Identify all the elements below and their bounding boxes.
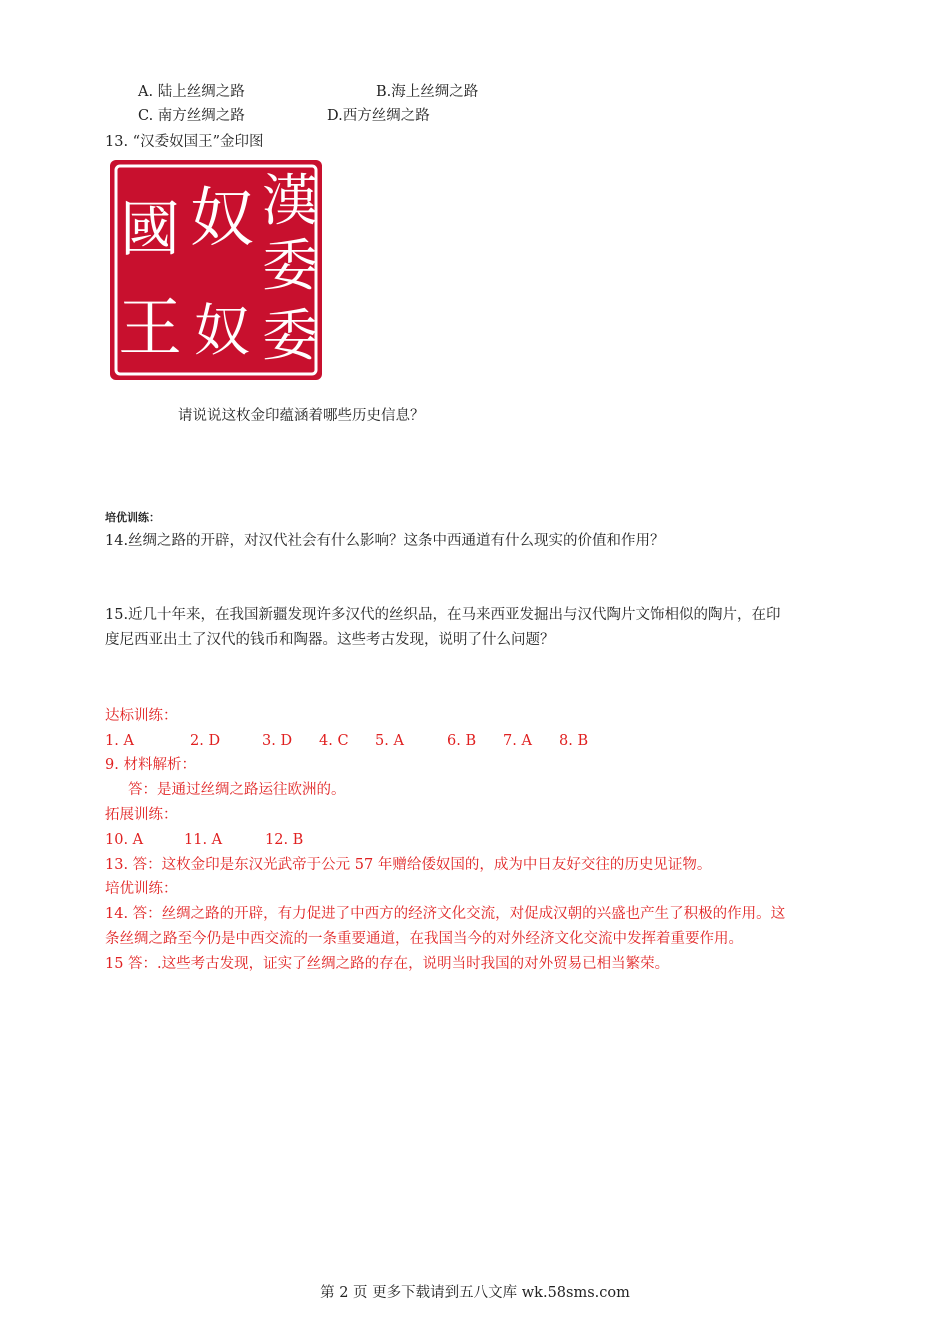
answer-10: 10. A (105, 832, 144, 848)
answer-1: 1. A (105, 733, 134, 749)
option-d: D.西方丝绸之路 (327, 108, 430, 124)
option-b: B.海上丝绸之路 (376, 84, 479, 100)
seal-char-2: 委 (262, 234, 318, 299)
answer-7: 7. A (503, 733, 532, 749)
answer-13: 13. 答：这枚金印是东汉光武帝于公元 57 年赠给倭奴国的，成为中日友好交往的历史见证物。 (105, 857, 712, 873)
tuozhan-heading: 拓展训练： (105, 807, 178, 823)
answer-11: 11. A (184, 832, 223, 848)
option-c: C. 南方丝绸之路 (138, 108, 245, 124)
gold-seal-image (110, 160, 322, 380)
answer-2: 2. D (190, 733, 221, 749)
seal-char-6: 奴 (194, 299, 250, 364)
answer-9-label: 9. 材料解析： (105, 757, 196, 773)
answer-peiyou-heading: 培优训练： (105, 881, 178, 897)
page-footer: 第 2 页 更多下载请到五八文库 wk.58sms.com (320, 1285, 630, 1301)
answer-14-line2: 条丝绸之路至今仍是中西交流的一条重要通道，在我国当今的对外经济文化交流中发挥着重要作用。 (105, 931, 743, 947)
seal-char-1: 漢 (262, 169, 318, 234)
seal-char-5: 王 (118, 292, 182, 366)
answer-8: 8. B (559, 733, 589, 749)
question-13-title: 13. “汉委奴国王”金印图 (105, 134, 264, 150)
peiyou-heading: 培优训练： (105, 511, 160, 524)
answer-9-text: 答：是通过丝绸之路运往欧洲的。 (128, 782, 346, 798)
answer-12: 12. B (265, 832, 304, 848)
answer-4: 4. C (319, 733, 349, 749)
seal-char-4: 國 (120, 195, 180, 265)
dabiao-heading: 达标训练： (105, 708, 178, 724)
question-15-line2: 度尼西亚出土了汉代的钱币和陶器。这些考古发现，说明了什么问题？ (105, 632, 555, 648)
answer-5: 5. A (375, 733, 404, 749)
question-14: 14.丝绸之路的开辟，对汉代社会有什么影响？这条中西通道有什么现实的价值和作用？ (105, 533, 665, 549)
seal-char-3: 奴 (190, 182, 254, 256)
answer-6: 6. B (447, 733, 477, 749)
answer-14-line1: 14. 答：丝绸之路的开辟，有力促进了中西方的经济文化交流，对促成汉朝的兴盛也产生了积极的作用。这 (105, 906, 786, 922)
answer-3: 3. D (262, 733, 293, 749)
question-13-prompt: 请说说这枚金印蕴涵着哪些历史信息？ (178, 408, 425, 424)
seal-char-7: 委 (262, 304, 318, 369)
option-a: A. 陆上丝绸之路 (138, 84, 245, 100)
answer-15: 15 答：.这些考古发现，证实了丝绸之路的存在，说明当时我国的对外贸易已相当繁荣。 (105, 956, 670, 972)
seal-svg (110, 160, 322, 380)
question-15-line1: 15.近几十年来，在我国新疆发现许多汉代的丝织品，在马来西亚发掘出与汉代陶片文饰相似的陶片，在印 (105, 607, 781, 623)
